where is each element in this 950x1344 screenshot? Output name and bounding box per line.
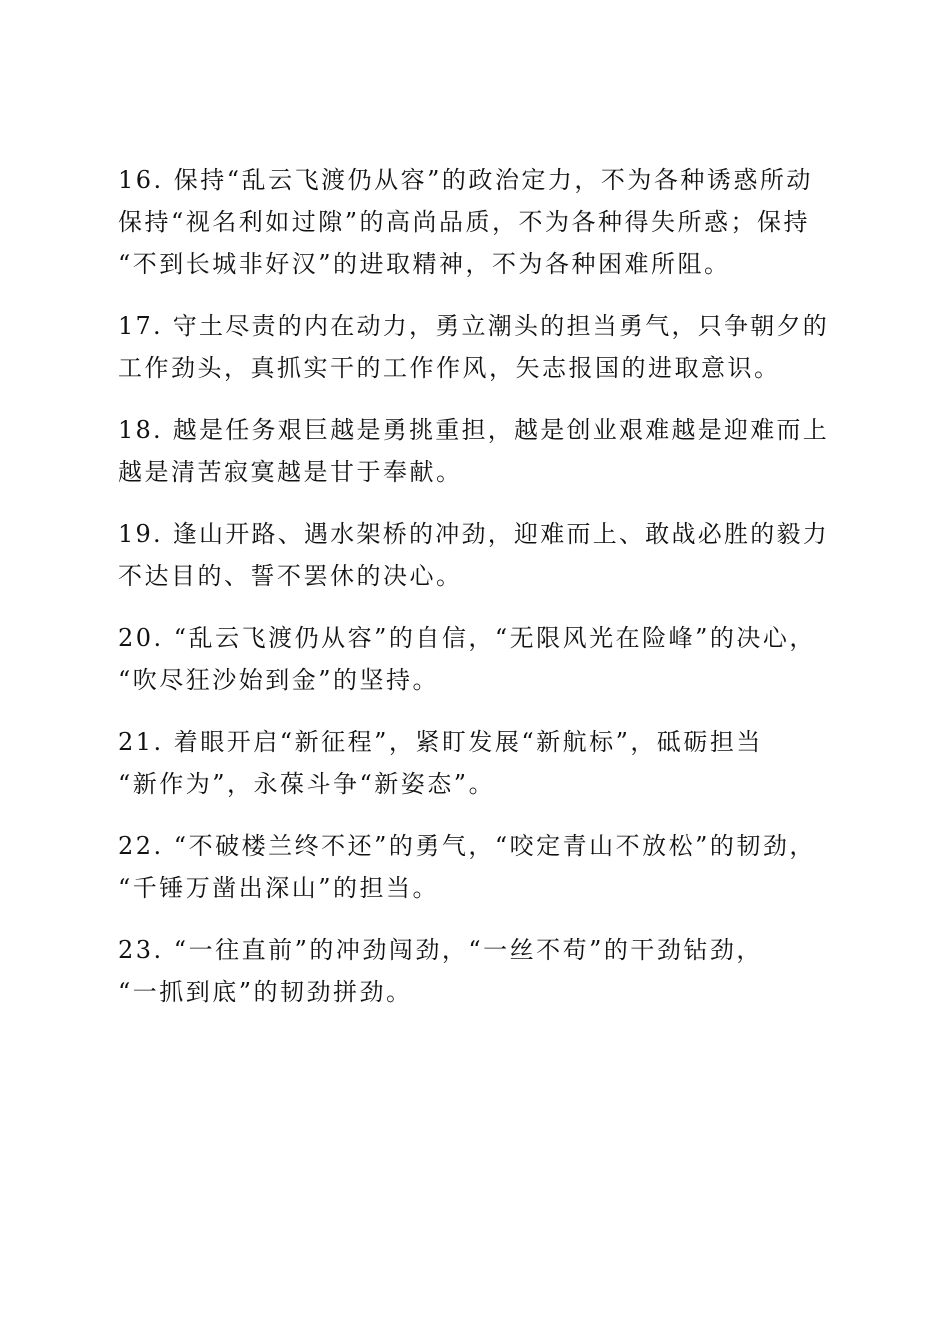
text-line: 不达目的、誓不罢休的决心。 — [118, 562, 463, 590]
list-item-21 — [118, 728, 834, 798]
list-item-18 — [118, 416, 834, 486]
text-line: 23. “一往直前”的冲劲闯劲，“一丝不苟”的干劲钻劲， — [118, 936, 763, 964]
text-line: “不到长城非好汉”的进取精神，不为各种困难所阻。 — [118, 250, 731, 278]
list-item-17 — [118, 312, 834, 382]
text-line: 21. 着眼开启“新征程”，紧盯发展“新航标”，砥砺担当 — [118, 728, 763, 756]
text-line: 16. 保持“乱云飞渡仍从容”的政治定力，不为各种诱惑所动 — [118, 166, 813, 194]
text-line: 工作劲头，真抓实干的工作作风，矢志报国的进取意识。 — [118, 354, 781, 382]
list-item-16 — [118, 166, 834, 278]
text-line: 20. “乱云飞渡仍从容”的自信，“无限风光在险峰”的决心， — [118, 624, 816, 652]
list-item-23 — [118, 936, 834, 1006]
text-line: “一抓到底”的韧劲拼劲。 — [118, 978, 413, 1006]
text-line: 22. “不破楼兰终不还”的勇气，“咬定青山不放松”的韧劲， — [118, 832, 816, 860]
document-body — [118, 166, 834, 1040]
text-line: “千锤万凿出深山”的担当。 — [118, 874, 440, 902]
list-item-20 — [118, 624, 834, 694]
text-line: “吹尽狂沙始到金”的坚持。 — [118, 666, 440, 694]
list-item-22 — [118, 832, 834, 902]
text-line: 19. 逢山开路、遇水架桥的冲劲，迎难而上、敢战必胜的毅力 — [118, 520, 830, 548]
text-line: “新作为”，永葆斗争“新姿态”。 — [118, 770, 496, 798]
text-line: 17. 守土尽责的内在动力，勇立潮头的担当勇气，只争朝夕的 — [118, 312, 830, 340]
text-line: 保持“视名利如过隙”的高尚品质，不为各种得失所惑；保持 — [118, 208, 811, 236]
list-item-19 — [118, 520, 834, 590]
text-line: 18. 越是任务艰巨越是勇挑重担，越是创业艰难越是迎难而上 — [118, 416, 830, 444]
text-line: 越是清苦寂寞越是甘于奉献。 — [118, 458, 463, 486]
